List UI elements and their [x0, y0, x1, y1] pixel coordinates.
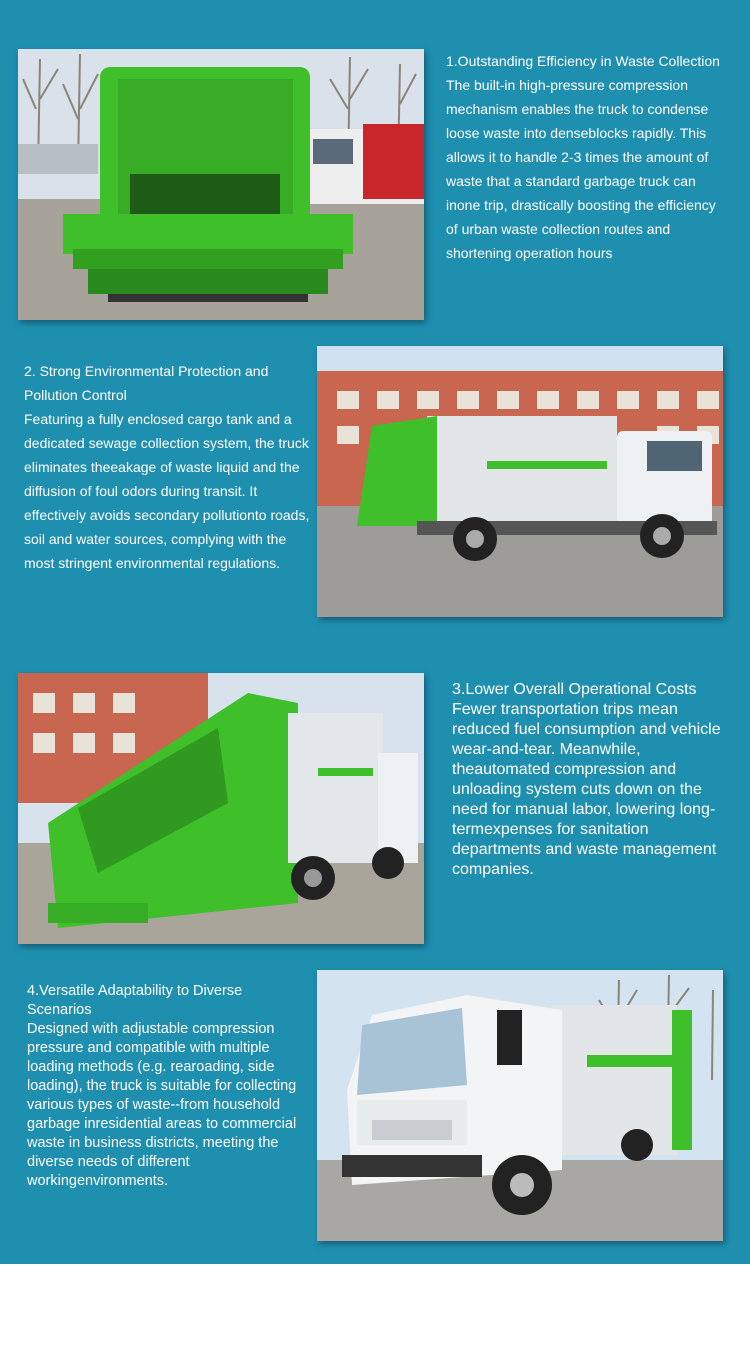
truck-rear-quarter-photo: [18, 673, 424, 944]
section-1-title: 1.Outstanding Efficiency in Waste Collection: [446, 53, 720, 69]
section-3-body: Fewer transportation trips mean reduced fuel consumption and vehicle wear-and-tear. Meanwhile, theautomated compression and unloading system cuts down on the need for manual labor, lowering long-termexpenses for sanitation departments and waste management companies.: [452, 701, 721, 878]
truck-rear-view-photo: [18, 49, 424, 320]
section-4-body: Designed with adjustable compression pressure and compatible with multiple loading methods (e.g. rearoading, side loading), the truck is suitable for collecting various types of waste--from household garbage inresidential areas to commercial waste in business districts, meeting the diverse needs of different workingenvironments.: [27, 1021, 297, 1189]
section-2-title: 2. Strong Environmental Protection and Pollution Control: [24, 363, 269, 403]
section-1-body: The built-in high-pressure compression mechanism enables the truck to condense loose waste into denseblocks rapidly. This allows it to handle 2-3 times the amount of waste that a standard garbage truck can inone trip, drastically boosting the efficiency of urban waste collection routes and shortening operation hours: [446, 77, 716, 261]
section-4-text: [27, 982, 307, 1191]
truck-front-view-photo: [317, 970, 723, 1241]
section-3-text: [452, 680, 738, 880]
section-3-title: 3.Lower Overall Operational Costs: [452, 681, 697, 698]
truck-side-view-photo: [317, 346, 723, 617]
section-2-text: [24, 359, 310, 575]
section-1-text: [446, 49, 724, 265]
section-4-title: 4.Versatile Adaptability to Diverse Scenarios: [27, 983, 243, 1018]
section-2-body: Featuring a fully enclosed cargo tank and a dedicated sewage collection system, the truck eliminates theeakage of waste liquid and the diffusion of foul odors during transit. It effectively avoids secondary pollutionto roads, soil and water sources, complying with the most stringent environmental regulations.: [24, 411, 310, 571]
